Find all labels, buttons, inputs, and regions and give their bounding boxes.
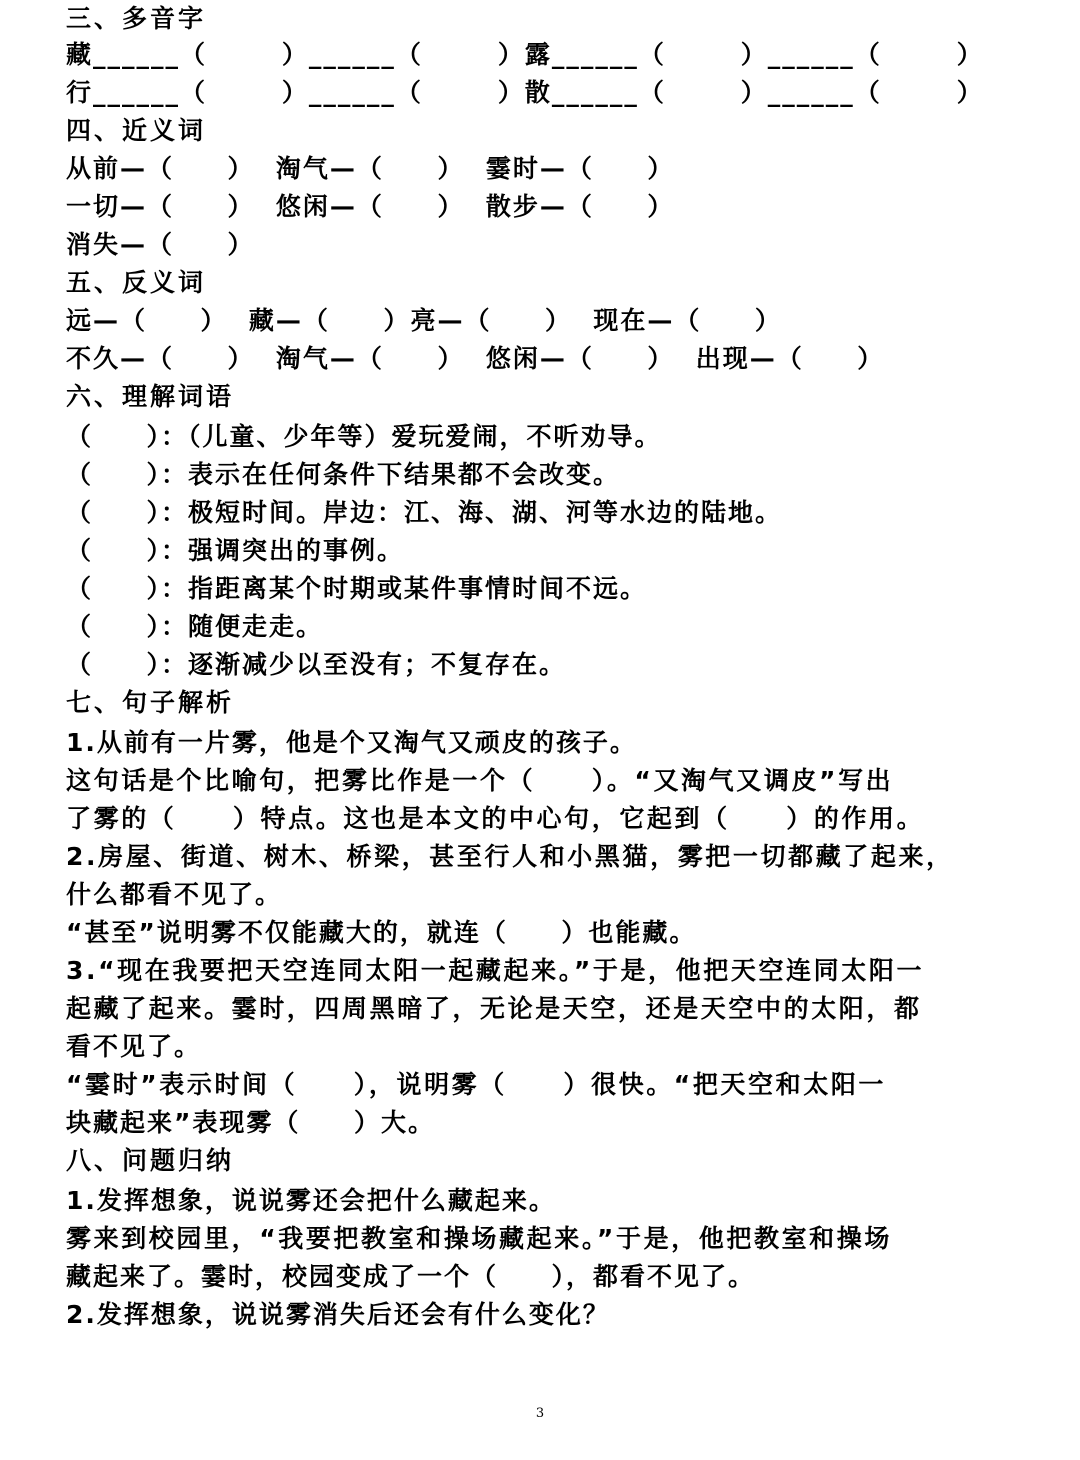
- sentence-2-analysis: “甚至”说明雾不仅能藏大的，就连（ ）也能藏。: [66, 918, 697, 947]
- synonym-line-2: 一切—（ ） 悠闲—（ ） 散步—（ ）: [66, 192, 675, 221]
- section-4-title: 四、近义词: [66, 116, 207, 145]
- section-3-title: 三、多音字: [66, 4, 207, 33]
- section-6-title: 六、理解词语: [66, 382, 235, 411]
- antonym-line-2: 不久—（ ） 淘气—（ ） 悠闲—（ ） 出现—（ ）: [66, 344, 885, 373]
- question-2: 2.发挥想象，说说雾消失后还会有什么变化？: [66, 1300, 610, 1329]
- polyphone-line-2: 行______（ ）______（ ）散______（ ）______（ ）: [66, 78, 984, 107]
- sentence-1-analysis-b: 了雾的（ ）特点。这也是本文的中心句，它起到（ ）的作用。: [66, 804, 925, 833]
- question-1: 1.发挥想象，说说雾还会把什么藏起来。: [66, 1186, 556, 1215]
- synonym-line-1: 从前—（ ） 淘气—（ ） 霎时—（ ）: [66, 154, 675, 183]
- definition-line-2: （ ）：表示在任何条件下结果都不会改变。: [66, 460, 621, 489]
- section-5-title: 五、反义词: [66, 268, 207, 297]
- polyphone-line-1: 藏______（ ）______（ ）露______（ ）______（ ）: [66, 40, 984, 69]
- sentence-3-c: 看不见了。: [66, 1032, 202, 1061]
- sentence-1-analysis-a: 这句话是个比喻句，把雾比作是一个（ ）。“又淘气又调皮”写出: [66, 766, 894, 795]
- sentence-2-a: 2.房屋、街道、树木、桥梁，甚至行人和小黑猫，雾把一切都藏了起来，: [66, 842, 954, 871]
- definition-line-3: （ ）：极短时间。岸边：江、海、湖、河等水边的陆地。: [66, 498, 783, 527]
- sentence-3-b: 起藏了起来。霎时，四周黑暗了，无论是天空，还是天空中的太阳，都: [66, 994, 922, 1023]
- section-8-title: 八、问题归纳: [66, 1146, 235, 1175]
- question-1-answer-a: 雾来到校园里，“我要把教室和操场藏起来。”于是，他把教室和操场: [66, 1224, 892, 1253]
- definition-line-4: （ ）：强调突出的事例。: [66, 536, 405, 565]
- sentence-3-a: 3.“现在我要把天空连同太阳一起藏起来。”于是，他把天空连同太阳一: [66, 956, 925, 985]
- sentence-3-analysis-b: 块藏起来”表现雾（ ）大。: [66, 1108, 435, 1137]
- sentence-2-b: 什么都看不见了。: [66, 880, 283, 909]
- definition-line-5: （ ）：指距离某个时期或某件事情时间不远。: [66, 574, 648, 603]
- section-7-title: 七、句子解析: [66, 688, 235, 717]
- antonym-line-1: 远—（ ） 藏—（ ）亮—（ ） 现在—（ ）: [66, 306, 782, 335]
- sentence-1: 1.从前有一片雾，他是个又淘气又顽皮的孩子。: [66, 728, 637, 757]
- definition-line-7: （ ）：逐渐减少以至没有；不复存在。: [66, 650, 567, 679]
- definition-line-6: （ ）：随便走走。: [66, 612, 324, 641]
- page-number: 3: [535, 1406, 545, 1421]
- sentence-3-analysis-a: “霎时”表示时间（ ），说明雾（ ）很快。“把天空和太阳一: [66, 1070, 887, 1099]
- definition-line-1: （ ）：（儿童、少年等）爱玩爱闹，不听劝导。: [66, 422, 662, 451]
- synonym-line-3: 消失—（ ）: [66, 230, 255, 259]
- question-1-answer-b: 藏起来了。霎时，校园变成了一个（ ），都看不见了。: [66, 1262, 756, 1291]
